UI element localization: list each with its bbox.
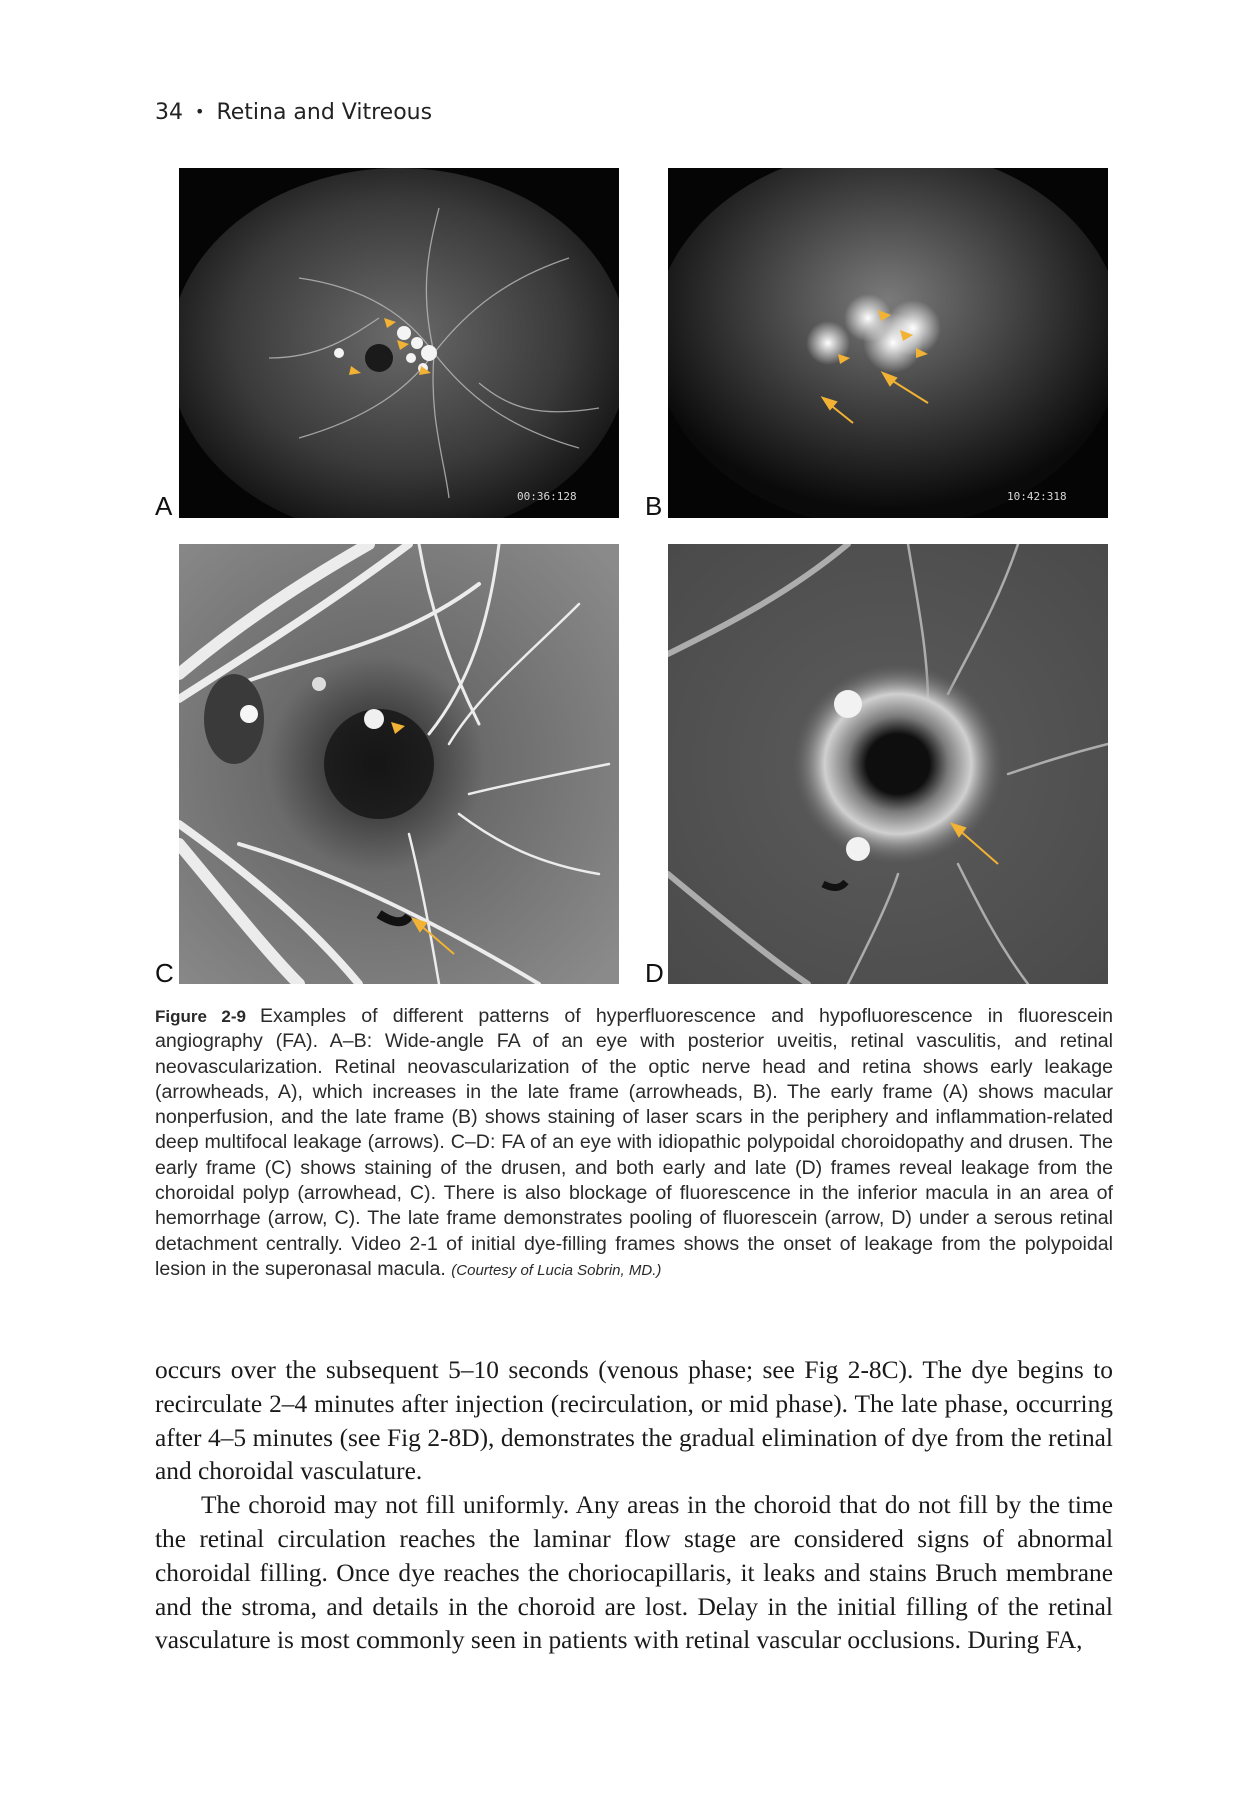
caption-text: Examples of different patterns of hyperfluorescence and hypofluorescence in fluorescein angiography (FA). A–B: Wide-angle FA of an eye with posterior uveitis, retinal vasculitis, and retinal neovascularization. Retinal neovascularization of the optic nerve head and retina shows early leakage (arrowheads, A), which increases in the late frame (arrowheads, B). The early frame (A) shows macular nonperfusion, and the late frame (B) shows staining of laser scars in the periphery and inflammation-related deep multifocal leakage (arrows). C–D: FA of an eye with idiopathic polypoidal choroidopathy and drusen. The early frame (C) shows staining of the drusen, and both early and late (D) frames reveal leakage from the choroidal polyp (arrowhead, C). There is also blockage of fluorescence in the inferior macula in an area of hemorrhage (arrow, C). The late frame demonstrates pooling of fluorescein (arrow, D) under a serous retinal detachment centrally. Video 2-1 of initial dye-filling frames shows the onset of leakage from the polypoidal lesion in the superonasal macula.	[155, 1005, 1113, 1280]
panel-d-image	[668, 544, 1108, 984]
body-text	[155, 1354, 1113, 1658]
page-number: 34	[155, 100, 183, 125]
timestamp-b: 10:42:318	[1007, 490, 1067, 503]
panel-label-a: A	[155, 491, 173, 521]
timestamp-a: 00:36:128	[517, 490, 577, 503]
figure-2-9	[155, 168, 1115, 998]
panel-label-c: C	[155, 958, 174, 988]
header-separator: •	[195, 102, 205, 121]
figure-label: Figure 2-9	[155, 1007, 246, 1026]
running-head	[155, 100, 432, 125]
panel-a-image	[179, 168, 619, 518]
panel-b-image	[668, 168, 1108, 518]
paragraph: occurs over the subsequent 5–10 seconds (venous phase; see Fig 2-8C). The dye begins to recirculate 2–4 minutes after injection (recirculation, or mid phase). The late phase, occurring after 4–5 minutes (see Fig 2-8D), demonstrates the gradual elimination of dye from the retinal and choroidal vasculature.	[155, 1356, 1113, 1486]
figure-caption	[155, 1004, 1113, 1283]
figure-credit: (Courtesy of Lucia Sobrin, MD.)	[451, 1261, 662, 1279]
paragraph: The choroid may not fill uniformly. Any areas in the choroid that do not fill by the time the retinal circulation reaches the laminar flow stage are considered signs of abnormal choroidal filling. Once dye reaches the choriocapillaris, it leaks and stains Bruch membrane and the stroma, and details in the choroid are lost. Delay in the initial filling of the retinal vasculature is most commonly seen in patients with retinal vascular occlusions. During FA,	[155, 1491, 1113, 1655]
panel-label-d: D	[645, 958, 664, 988]
book-title: Retina and Vitreous	[216, 100, 433, 125]
panel-c-image	[179, 544, 619, 984]
panel-label-b: B	[645, 491, 663, 521]
